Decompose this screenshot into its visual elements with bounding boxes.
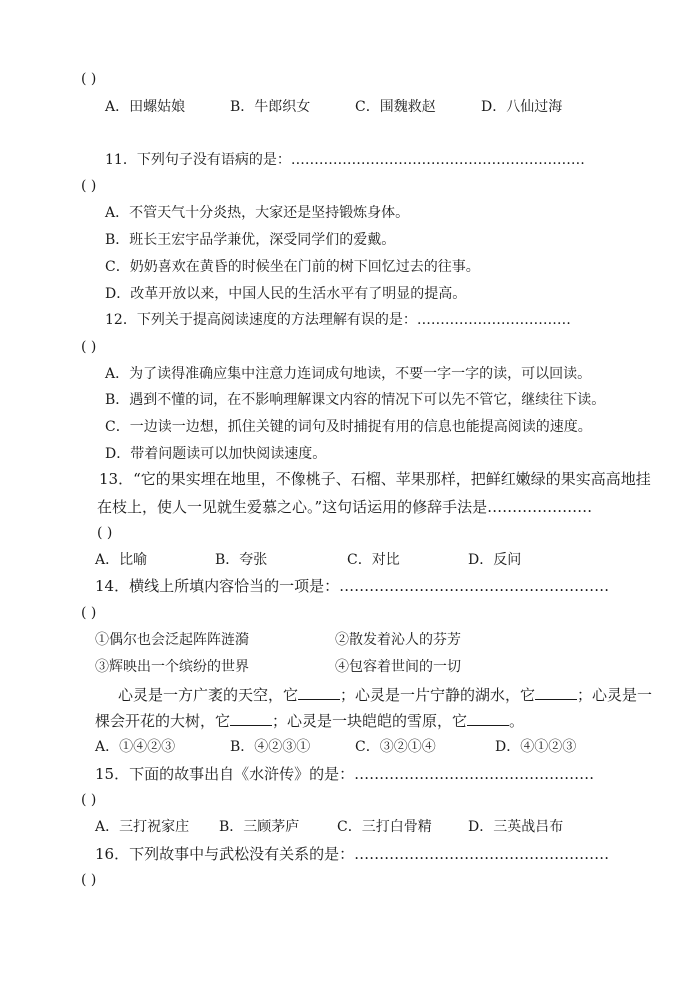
q14-blank-1 (298, 685, 340, 700)
q15-options (95, 817, 655, 837)
q14-item-2: ②散发着沁人的芬芳 (335, 632, 461, 648)
q14-items-row2 (95, 657, 595, 677)
q10-answer-paren: ( ) (81, 71, 97, 87)
q14-item-4: ④包容着世间的一切 (335, 659, 461, 675)
q14-option-d: D．④①②③ (495, 739, 577, 755)
q15-option-c: C．三打白骨精 (337, 819, 432, 835)
q14-passage-line1 (118, 685, 652, 705)
q12-option-a: A．为了读得准确应集中注意力连词成句地读，不要一字一字的读，可以回读。 (105, 366, 592, 382)
q10-option-b: B．牛郎织女 (230, 99, 311, 115)
q13-option-c: C．对比 (347, 552, 400, 568)
q13-option-d: D．反问 (468, 552, 522, 568)
q14-option-c: C．③②①④ (355, 739, 436, 755)
q12-answer-paren: ( ) (81, 339, 97, 355)
q10-option-a: A．田螺姑娘 (105, 99, 186, 115)
q14-passage-b3: 。 (509, 712, 525, 730)
q14-options (95, 737, 655, 757)
q13-options (95, 550, 655, 570)
q11-option-a: A．不管天气十分炎热，大家还是坚持锻炼身体。 (105, 205, 410, 221)
q11-stem: 11．下列句子没有语病的是：……………………………………………………… (105, 152, 585, 168)
q16-stem: 16．下列故事中与武松没有关系的是：…………………………………………… (95, 845, 610, 863)
q14-item-3: ③辉映出一个缤纷的世界 (95, 659, 249, 675)
q12-option-c: C．一边读一边想，抓住关键的词句及时捕捉有用的信息也能提高阅读的速度。 (105, 419, 592, 435)
q14-items-row1 (95, 630, 595, 650)
q14-passage-a1: 心灵是一方广袤的天空，它 (118, 686, 299, 704)
q14-answer-paren: ( ) (81, 605, 97, 621)
q11-option-d: D．改革开放以来，中国人民的生活水平有了明显的提高。 (105, 286, 467, 302)
q16-answer-paren: ( ) (81, 872, 97, 888)
q10-option-d: D．八仙过海 (481, 99, 563, 115)
q11-option-c: C．奶奶喜欢在黄昏的时候坐在门前的树下回忆过去的往事。 (105, 259, 480, 275)
q15-option-b: B．三顾茅庐 (219, 819, 300, 835)
q13-option-b: B．夸张 (215, 552, 268, 568)
q15-answer-paren: ( ) (81, 792, 97, 808)
q12-stem: 12．下列关于提高阅读速度的方法理解有误的是：…………………………… (105, 312, 571, 328)
q15-option-a: A．三打祝家庄 (95, 819, 190, 835)
q14-item-1: ①偶尔也会泛起阵阵涟漪 (95, 632, 249, 648)
q15-option-d: D．三英战吕布 (468, 819, 564, 835)
q14-passage-b1: 棵会开花的大树，它 (95, 712, 231, 730)
q14-blank-3 (230, 711, 272, 726)
q11-option-b: B．班长王宏宇品学兼优，深受同学们的爱戴。 (105, 232, 396, 248)
q13-answer-paren: ( ) (97, 525, 113, 541)
q14-option-a: A．①④②③ (95, 739, 176, 755)
q14-passage-b2: ；心灵是一块皑皑的雪原，它 (272, 712, 468, 730)
q11-answer-paren: ( ) (81, 178, 97, 194)
q13-stem-line1: 13．“它的果实埋在地里，不像桃子、石榴、苹果那样，把鲜红嫩绿的果实高高地挂 (99, 470, 651, 488)
q10-option-c: C．围魏救赵 (355, 99, 436, 115)
q14-option-b: B．④②③① (230, 739, 311, 755)
q15-stem: 15．下面的故事出自《水浒传》的是：………………………………………… (95, 765, 595, 783)
q14-stem: 14．横线上所填内容恰当的一项是：……………………………………………… (95, 577, 610, 595)
q14-passage-line2 (95, 711, 524, 731)
q14-passage-a3: ；心灵是一 (577, 686, 653, 704)
q14-passage-a2: ；心灵是一片宁静的湖水，它 (340, 686, 536, 704)
q14-blank-2 (535, 685, 577, 700)
q12-option-b: B．遇到不懂的词，在不影响理解课文内容的情况下可以先不管它，继续往下读。 (105, 392, 606, 408)
q14-blank-4 (467, 711, 509, 726)
q12-option-d: D．带着问题读可以加快阅读速度。 (105, 446, 327, 462)
q13-option-a: A．比喻 (95, 552, 148, 568)
q10-options (105, 97, 665, 117)
q13-stem-line2: 在枝上，使人一见就生爱慕之心。”这句话运用的修辞手法是………………… (97, 498, 593, 516)
